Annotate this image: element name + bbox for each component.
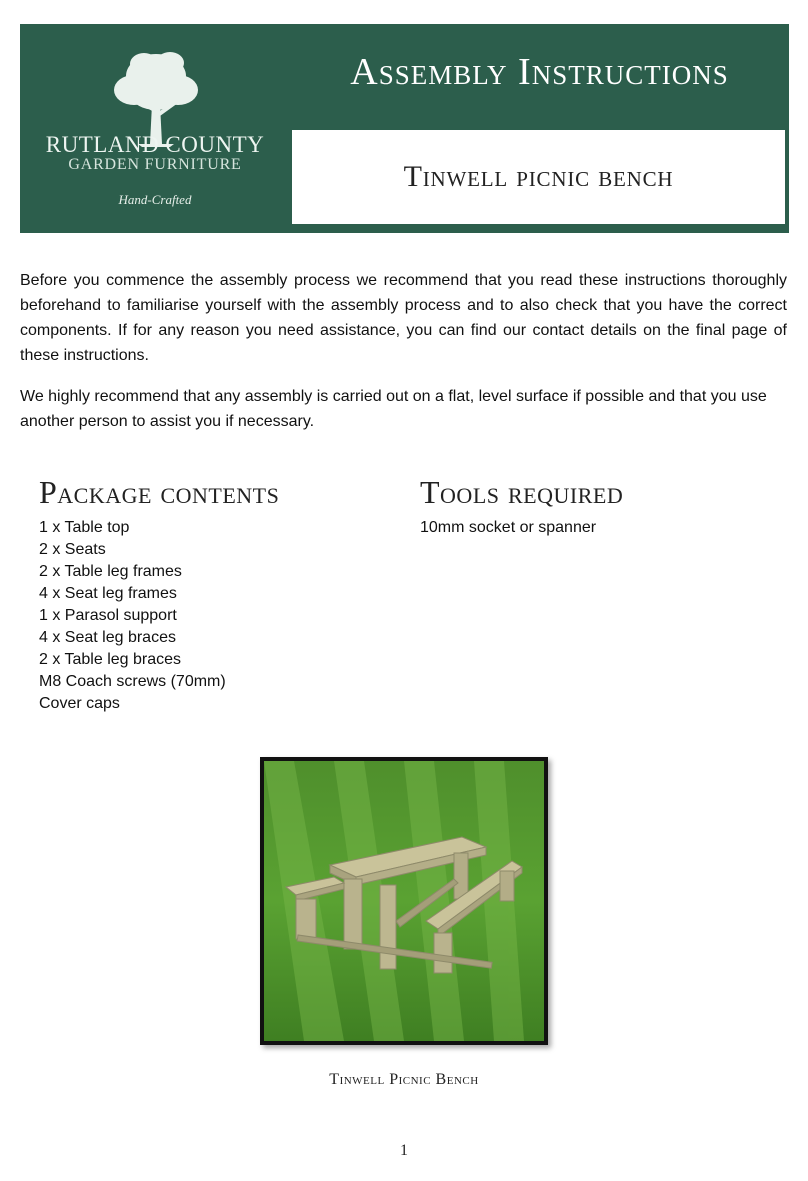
package-contents-list bbox=[39, 517, 226, 715]
list-item: 1 x Table top bbox=[39, 519, 130, 536]
list-item: Cover caps bbox=[39, 695, 120, 712]
page-number: 1 bbox=[400, 1142, 408, 1159]
list-item: 2 x Table leg braces bbox=[39, 651, 182, 668]
tools-list bbox=[420, 517, 596, 539]
brand-logo bbox=[20, 24, 290, 230]
list-item: 2 x Table leg frames bbox=[39, 563, 182, 580]
list-item: 1 x Parasol support bbox=[39, 607, 177, 624]
header-banner bbox=[20, 24, 789, 233]
brand-tagline: Hand-Crafted bbox=[118, 192, 192, 207]
figure-caption: Tinwell Picnic Bench bbox=[329, 1071, 479, 1088]
brand-name: RUTLAND COUNTY bbox=[45, 132, 265, 157]
tools-required-heading: Tools required bbox=[420, 474, 624, 510]
recommendation-paragraph: We highly recommend that any assembly is carried out on a flat, level surface if possible and that you use another person to assist you if necessary. bbox=[20, 388, 767, 430]
list-item: 4 x Seat leg frames bbox=[39, 585, 177, 602]
list-item: M8 Coach screws (70mm) bbox=[39, 673, 226, 690]
package-contents-heading: Package contents bbox=[39, 474, 280, 510]
list-item: 2 x Seats bbox=[39, 541, 106, 558]
list-item: 4 x Seat leg braces bbox=[39, 629, 176, 646]
page-title: Assembly Instructions bbox=[350, 51, 729, 93]
product-title: Tinwell picnic bench bbox=[403, 160, 674, 193]
intro-paragraph: Before you commence the assembly process we recommend that you read these instructions thoroughly beforehand to familiarise yourself with the assembly process and to also check that you have the correct components. If for any reason you need assistance, you can find our contact details on the final page of these instructions. bbox=[20, 272, 787, 364]
subtitle-box bbox=[292, 130, 785, 224]
brand-subname: GARDEN FURNITURE bbox=[68, 156, 242, 173]
picnic-bench-image bbox=[264, 761, 544, 1041]
list-item: 10mm socket or spanner bbox=[420, 519, 597, 536]
bench-photo bbox=[260, 757, 548, 1045]
